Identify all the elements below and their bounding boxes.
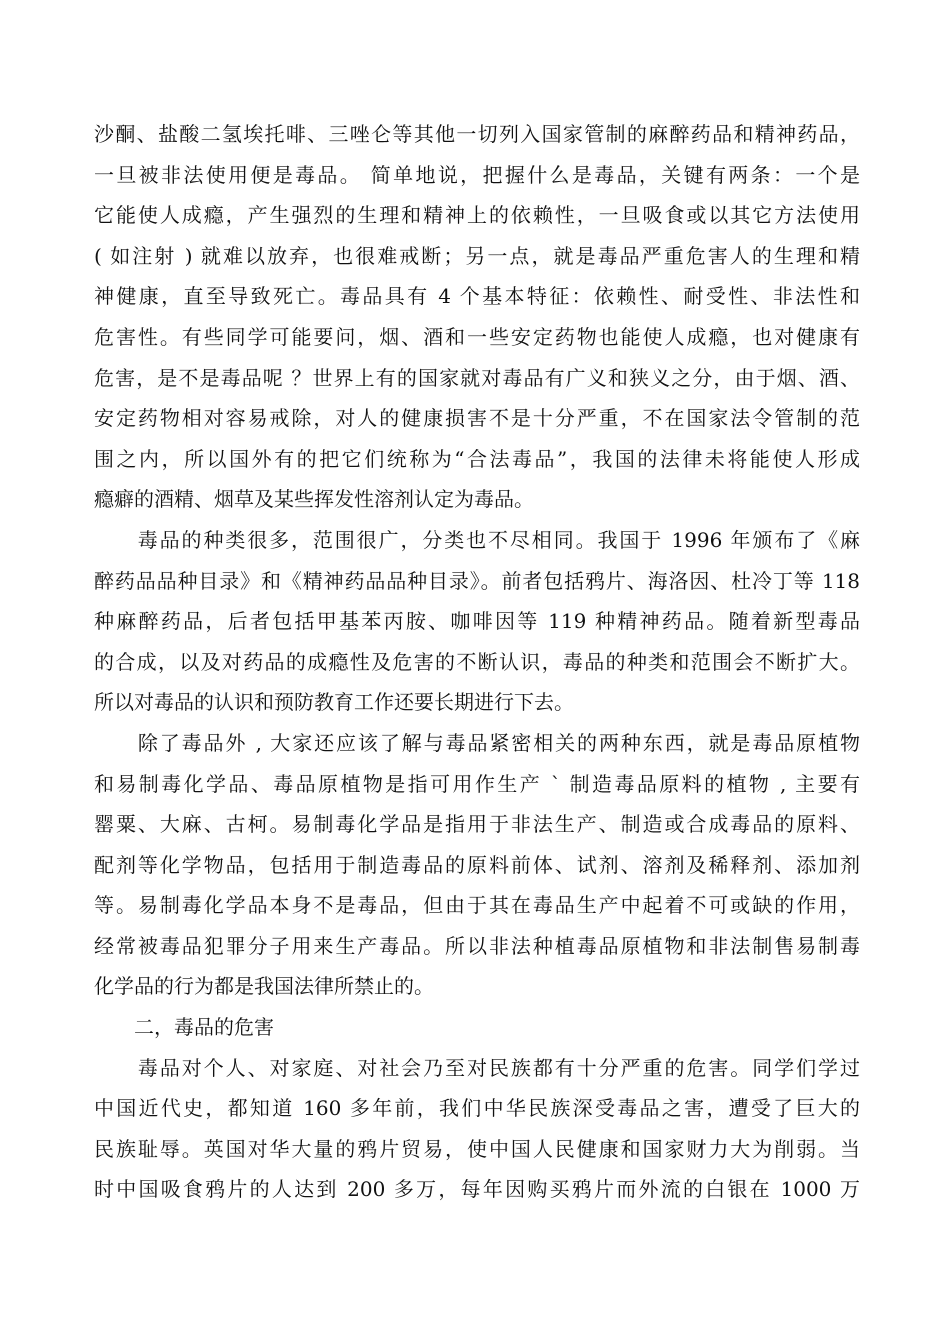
text-line: 围之内，所以国外有的把它们统称为“合法毒品”，我国的法律未将能使人形成 <box>94 446 860 471</box>
text-line: 民族耻辱。英国对华大量的鸦片贸易，使中国人民健康和国家财力大为削弱。当 <box>94 1136 860 1161</box>
section-heading <box>94 1007 860 1048</box>
text-line: 危害性。有些同学可能要问，烟、酒和一些安定药物也能使人成瘾，也对健康有 <box>94 324 860 349</box>
text-line: 所以对毒品的认识和预防教育工作还要长期进行下去。 <box>94 690 574 715</box>
paragraph <box>94 723 860 1007</box>
text-line: 一旦被非法使用便是毒品。 简单地说，把握什么是毒品，关键有两条：一个是 <box>94 162 860 187</box>
text-line: 化学品的行为都是我国法律所禁止的。 <box>94 974 434 999</box>
text-line: 它能使人成瘾，产生强烈的生理和精神上的依赖性，一旦吸食或以其它方法使用 <box>94 203 860 228</box>
text-line: 沙酮、盐酸二氢埃托啡、三唑仑等其他一切列入国家管制的麻醉药品和精神药品， <box>94 122 860 146</box>
document-page <box>94 114 860 1210</box>
text-line: 二，毒品的危害 <box>94 1015 274 1040</box>
text-line: ( 如注射 ) 就难以放弃，也很难戒断；另一点，就是毒品严重危害人的生理和精 <box>94 243 860 268</box>
paragraph <box>94 114 860 520</box>
text-line: 中国近代史，都知道 160 多年前，我们中华民族深受毒品之害，遭受了巨大的 <box>94 1096 860 1121</box>
text-line: 配剂等化学物品，包括用于制造毒品的原料前体、试剂、溶剂及稀释剂、添加剂 <box>94 852 860 877</box>
text-line: 危害，是不是毒品呢 ？世界上有的国家就对毒品有广义和狭义之分，由于烟、酒、 <box>94 365 860 390</box>
text-line: 罂粟、大麻、古柯。易制毒化学品是指用于非法生产、制造或合成毒品的原料、 <box>94 812 860 837</box>
text-line: 除了毒品外 , 大家还应该了解与毒品紧密相关的两种东西，就是毒品原植物 <box>94 730 860 755</box>
paragraph <box>94 1048 860 1210</box>
text-line: 安定药物相对容易戒除，对人的健康损害不是十分严重，不在国家法令管制的范 <box>94 406 860 431</box>
text-line: 醉药品品种目录》和《精神药品品种目录》。前者包括鸦片、海洛因、杜冷丁等 118 <box>94 568 860 593</box>
text-line: 瘾癖的酒精、烟草及某些挥发性溶剂认定为毒品。 <box>94 487 534 512</box>
text-line: 毒品对个人、对家庭、对社会乃至对民族都有十分严重的危害。同学们学过 <box>94 1055 860 1080</box>
paragraph <box>94 520 860 723</box>
text-line: 毒品的种类很多，范围很广，分类也不尽相同。我国于 1996 年颁布了《麻 <box>94 527 860 552</box>
text-line: 神健康，直至导致死亡。毒品具有 4 个基本特征：依赖性、耐受性、非法性和 <box>94 284 860 309</box>
text-line: 经常被毒品犯罪分子用来生产毒品。所以非法种植毒品原植物和非法制售易制毒 <box>94 933 860 958</box>
text-line: 种麻醉药品，后者包括甲基苯丙胺、咖啡因等 119 种精神药品。随着新型毒品 <box>94 609 860 634</box>
text-line: 时中国吸食鸦片的人达到 200 多万，每年因购买鸦片而外流的白银在 1000 万 <box>94 1177 860 1202</box>
text-line: 等。易制毒化学品本身不是毒品，但由于其在毒品生产中起着不可或缺的作用， <box>94 893 860 918</box>
text-line: 和易制毒化学品、毒品原植物是指可用作生产 ` 制造毒品原料的植物 , 主要有 <box>94 771 860 796</box>
text-line: 的合成，以及对药品的成瘾性及危害的不断认识，毒品的种类和范围会不断扩大。 <box>94 649 860 674</box>
